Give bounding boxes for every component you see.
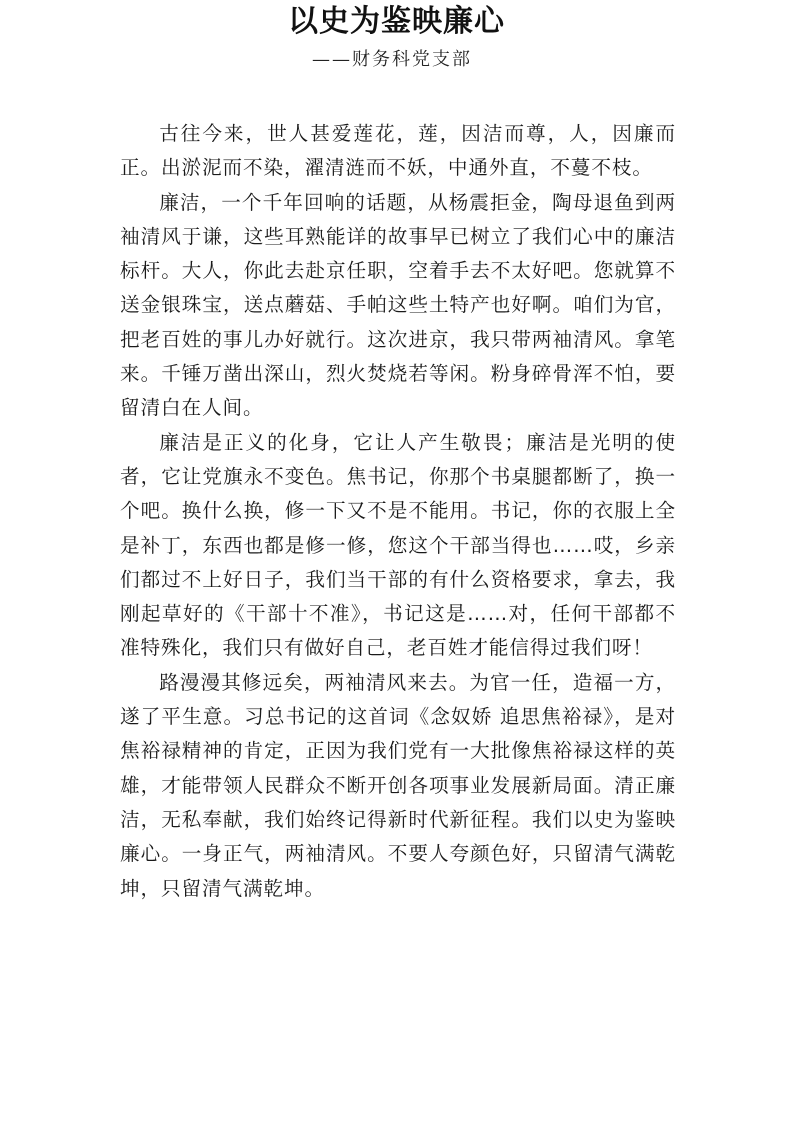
document-body <box>120 117 676 906</box>
paragraph-secretary-jiao: 廉洁是正义的化身，它让人产生敬畏；廉洁是光明的使者，它让党旗永不变色。焦书记，你那个书桌腿都断了，换一个吧。换什么换，修一下又不是不能用。书记，你的衣服上全是补丁，东西也都是修一修，您这个干部当得也……哎，乡亲们都过不上好日子，我们当干部的有什么资格要求，拿去，我刚起草好的《干部十不准》，书记这是……对，任何干部都不准特殊化，我们只有做好自己，老百姓才能信得过我们呀！ <box>120 430 676 660</box>
paragraph-conclusion: 路漫漫其修远矣，两袖清风来去。为官一任，造福一方，遂了平生意。习总书记的这首词《念奴娇 追思焦裕禄》，是对焦裕禄精神的肯定，正因为我们党有一大批像焦裕禄这样的英雄，才能带领人民群众不断开创各项事业发展新局面。清正廉洁，无私奉献，我们始终记得新时代新征程。我们以史为鉴映廉心。一身正气，两袖清风。不要人夸颜色好，只留清气满乾坤，只留清气满乾坤。 <box>120 670 676 900</box>
document-title: 以史为鉴映廉心 <box>288 4 505 39</box>
paragraph-lotus: 古往今来，世人甚爱莲花，莲，因洁而尊，人，因廉而正。出淤泥而不染，濯清涟而不妖，中通外直，不蔓不枝。 <box>120 122 676 180</box>
document-subtitle: ——财务科党支部 <box>312 49 472 70</box>
paragraph-integrity-stories: 廉洁，一个千年回响的话题，从杨震拒金，陶母退鱼到两袖清风于谦，这些耳熟能详的故事早已树立了我们心中的廉洁标杆。大人，你此去赴京任职，空着手去不太好吧。您就算不送金银珠宝，送点蘑菇、手帕这些土特产也好啊。咱们为官，把老百姓的事儿办好就行。这次进京，我只带两袖清风。拿笔来。千锤万凿出深山，烈火焚烧若等闲。粉身碎骨浑不怕，要留清白在人间。 <box>120 190 676 420</box>
